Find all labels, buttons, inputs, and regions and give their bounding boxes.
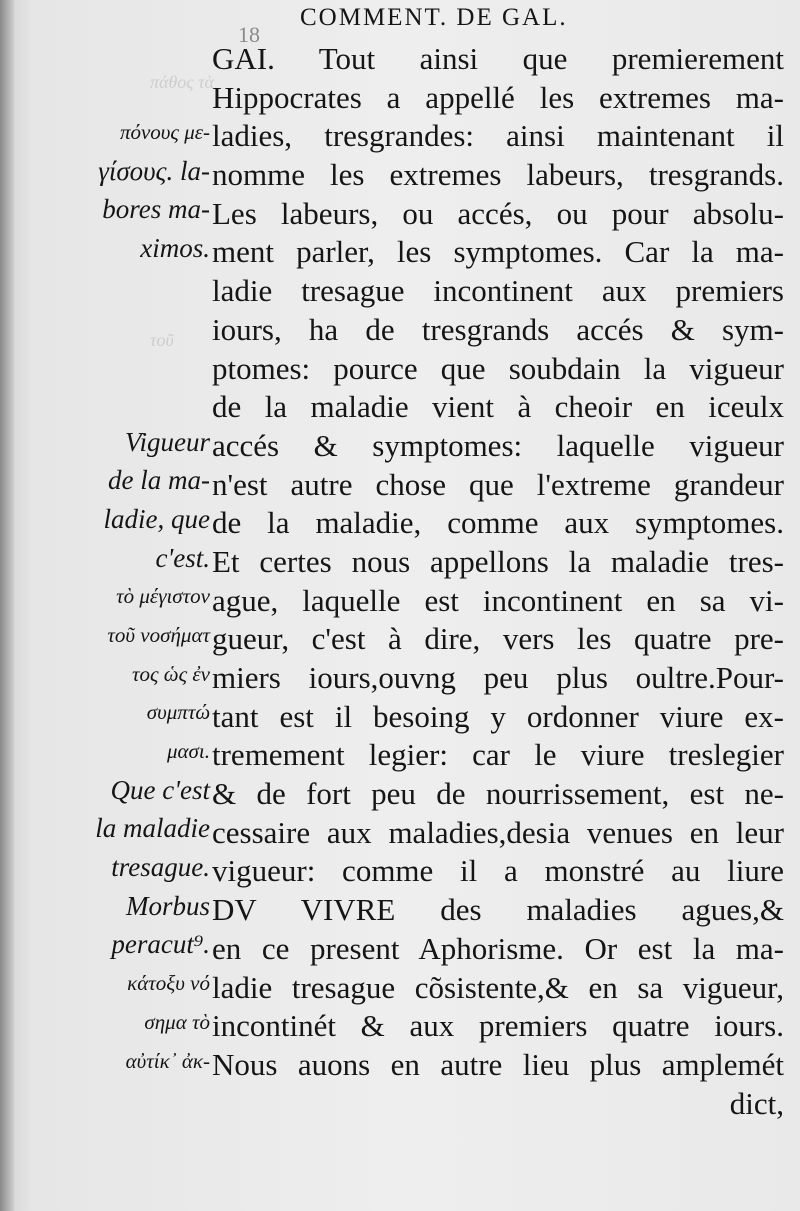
bleed-through-text: πάθος τὰ — [150, 72, 215, 92]
running-head: COMMENT. DE GAL. — [300, 4, 568, 31]
margin-note-line: γίσους. la- — [98, 155, 210, 186]
margin-note-line: τοῦ νοσήματ — [107, 622, 210, 647]
margin-note-line — [70, 384, 210, 423]
text-line: ague, laquelle est incontinent en sa vi- — [212, 582, 784, 618]
main-text-block — [212, 40, 784, 1123]
text-line: vigueur: comme il a monstré au liure — [212, 853, 784, 889]
text-line: iours, ha de tresgrands accés & sym- — [212, 311, 784, 347]
margin-note-line: la maladie — [95, 813, 210, 844]
margin-note-line: κάτοξυ νό — [127, 971, 210, 996]
text-line: n'est autre chose que l'extreme grandeur — [212, 466, 784, 502]
margin-note-line: c'est. — [155, 542, 210, 573]
text-line: ladie tresague incontinent aux premiers — [212, 273, 784, 309]
text-line: tant est il besoing y ordonner viure ex- — [212, 698, 784, 734]
text-line: & de fort peu de nourrissement, est ne- — [212, 776, 784, 812]
margin-note-line: αὐτίκ᾽ ἀκ- — [125, 1048, 210, 1073]
margin-note-line: συμπτώ — [146, 700, 210, 725]
margin-note-line: πόνους με- — [119, 120, 210, 144]
margin-note-line: bores ma- — [102, 194, 210, 225]
text-line: Et certes nous appellons la maladie tres- — [212, 543, 784, 579]
margin-note-line: de la ma- — [108, 465, 210, 496]
margin-note-line: σημα τὸ — [144, 1009, 210, 1034]
margin-note-line: tresague. — [111, 852, 210, 883]
margin-note-line: peracut⁹. — [111, 929, 210, 960]
page-number: 18 — [238, 22, 260, 47]
margin-note-line — [70, 306, 210, 345]
text-line: de la maladie vient à cheoir en iceulx — [212, 389, 784, 425]
text-line: Hippocrates a appellé les extremes ma- — [212, 79, 784, 115]
text-line: nomme les extremes labeurs, tresgrands. — [212, 157, 784, 193]
margin-note-line: μασι. — [166, 739, 210, 763]
text-line: en ce present Aphorisme. Or est la ma- — [212, 930, 784, 966]
text-line: Les labeurs, ou accés, ou pour absolu- — [212, 195, 784, 231]
margin-note-line — [70, 268, 210, 307]
text-line: ptomes: pource que soubdain la vigueur — [212, 350, 784, 386]
bleed-through-text: τοῦ — [150, 330, 174, 350]
text-line: ladie tresague cõsistente,& en sa vigueur, — [212, 969, 784, 1005]
text-line: DV VIVRE des maladies agues,& — [212, 892, 784, 928]
marginal-notes — [70, 113, 210, 1080]
text-line: Nous auons en autre lieu plus amplemét — [212, 1046, 784, 1082]
margin-note-line: τος ὡς ἐν — [132, 661, 210, 686]
margin-note-line: Que c'est — [110, 774, 210, 805]
margin-note-line: Vigueur — [125, 426, 210, 457]
margin-note-line: Morbus — [125, 890, 210, 921]
text-line: accés & symptomes: laquelle vigueur — [212, 427, 784, 463]
text-line: GAI. Tout ainsi que premierement — [212, 41, 784, 76]
text-line: cessaire aux maladies,desia venues en leur — [212, 814, 784, 850]
text-line: incontinét & aux premiers quatre iours. — [212, 1008, 784, 1044]
text-line: ment parler, les symptomes. Car la ma- — [212, 234, 784, 270]
text-line: gueur, c'est à dire, vers les quatre pre- — [212, 621, 784, 657]
text-line: ladies, tresgrandes: ainsi maintenant il — [212, 118, 784, 154]
text-line: de la maladie, comme aux symptomes. — [212, 505, 784, 541]
text-line: dict, — [729, 1085, 784, 1121]
book-gutter — [0, 0, 14, 1211]
margin-note-line: ladie, que — [103, 503, 210, 534]
text-line: miers iours,ouvng peu plus oultre.Pour- — [212, 660, 784, 695]
margin-note-line: ximos. — [140, 233, 210, 264]
margin-note-line: τὸ μέγιστον — [116, 584, 210, 609]
text-line: tremement legier: car le viure treslegier — [212, 737, 784, 773]
margin-note-line — [70, 345, 210, 384]
